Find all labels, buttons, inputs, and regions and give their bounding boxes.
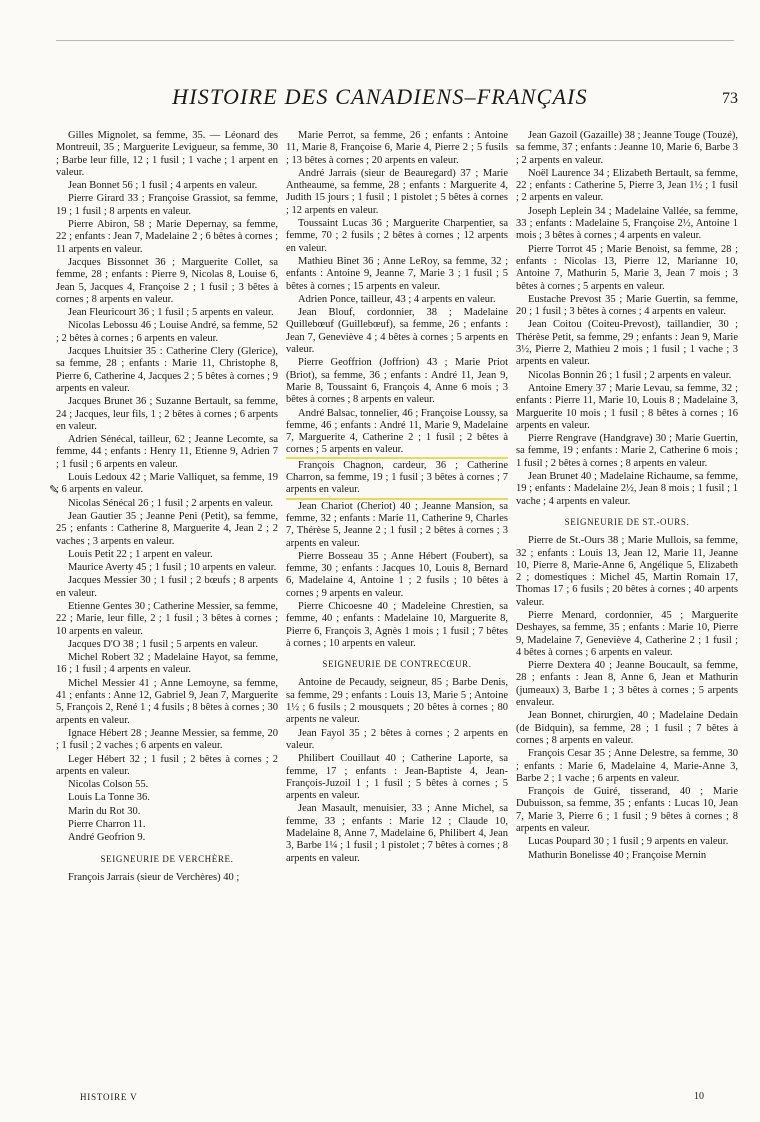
footer-number: 10 [694, 1091, 704, 1102]
page-number: 73 [722, 90, 738, 107]
census-entry: Louis La Tonne 36. [68, 792, 150, 804]
census-entry: François de Guiré, tisserand, 40 ; Marie Dubuisson, sa femme, 35 ; enfants : Lucas 10, Jean 7, Marie 3, Pierre 6 ; 1 fusil ; 9 bêtes à cornes ; 8 arpents en valeur. [516, 786, 738, 835]
census-entry: Louis Ledoux 42 ; Marie Valliquet, sa femme, 19 ; 6 arpents en valeur. [56, 472, 278, 496]
census-entry: Nicolas Bonnin 26 ; 1 fusil ; 2 arpents en valeur. [528, 369, 732, 381]
census-entry: Gilles Mignolet, sa femme, 35. — Léonard des Montreuil, 35 ; Marguerite Levigueur, sa femme, 30 ; Barbe leur fille, 12 ; 1 fusil ; 1 vache ; 1 arpent en valeur. [56, 130, 278, 178]
census-entry: Toussaint Lucas 36 ; Marguerite Charpentier, sa femme, 70 ; 2 fusils ; 2 bêtes à cornes ; 12 arpents en valeur. [286, 218, 508, 254]
census-entry: Adrien Ponce, tailleur, 43 ; 4 arpents en valeur. [298, 293, 496, 305]
census-entry: Jean Brunet 40 ; Madelaine Richaume, sa femme, 19 ; enfants : Madelaine 2½, Jean 8 mois ; 1 fusil ; 1 vache ; 4 arpents en valeur. [516, 471, 738, 507]
section-heading: SEIGNEURIE DE CONTRECŒUR. [322, 659, 472, 670]
census-entry: Jean Blouf, cordonnier, 38 ; Madelaine Quillebœuf (Guillebœuf), sa femme, 26 ; enfants : Jean 7, Geneviève 4 ; 4 bêtes à cornes ; 5 arpents en valeur. [286, 307, 508, 356]
census-entry: Jacques Brunet 36 ; Suzanne Bertault, sa femme, 24 ; Jacques, leur fils, 1 ; 2 bêtes à cornes ; 6 arpents en valeur. [56, 396, 278, 432]
census-entry: Pierre Torrot 45 ; Marie Benoist, sa femme, 28 ; enfants : Nicolas 13, Pierre 12, Marianne 10, Antoine 7, Mathurin 5, Marie 3, Jean 7 mois ; 3 bêtes à cornes ; 5 arpents en valeur. [516, 243, 738, 292]
census-entry: Maurice Averty 45 ; 1 fusil ; 10 arpents en valeur. [68, 562, 277, 574]
census-entry: Ignace Hébert 28 ; Jeanne Messier, sa femme, 20 ; 1 fusil ; 2 vaches ; 6 arpents en valeur. [56, 727, 278, 752]
column-middle [286, 130, 508, 1070]
census-entry: André Balsac, tonnelier, 46 ; Françoise Loussy, sa femme, 46 ; enfants : André 11, Marie 9, Madelaine 7, Marguerite 4, Catherine 2 ; 1 fusil ; 2 bêtes à cornes ; 5 arpents en valeur. [286, 407, 508, 456]
census-entry: Pierre de St.-Ours 38 ; Marie Mullois, sa femme, 32 ; enfants : Louis 13, Jean 12, Marie 11, Jeanne 10, Pierre 8, Marie-Anne 6, Angélique 5, Elizabeth 2 ; domestiques : Michel 45, Martin Romain 17, Thomas 17 ; 6 fusils ; 20 bêtes à cornes ; 40 arpents valeur. [516, 535, 738, 608]
census-entry: Jacques D'O 38 ; 1 fusil ; 5 arpents en valeur. [68, 638, 258, 650]
census-entry: Jacques Lhuitsier 35 : Catherine Clery (Glerice), sa femme, 28 ; enfants : Marie 11, Christophe 8, Pierre 6, Catherine 4, Jacques 2 ; 5 bêtes à cornes ; 9 arpents en valeur. [56, 346, 278, 394]
census-entry: Jean Bonnet, chirurgien, 40 ; Madelaine Dedain (de Bidquin), sa femme, 28 ; 1 fusil ; 7 bêtes à cornes ; 8 arpents en valeur. [516, 710, 738, 746]
census-entry: Antoine Emery 37 ; Marie Levau, sa femme, 32 ; enfants : Pierre 11, Marie 10, Louis 8 ; Madelaine 3, Marguerite 10 mois ; 1 fusil ; 8 bêtes à cornes ; 16 arpents en valeur. [516, 382, 738, 431]
census-entry: Mathieu Binet 36 ; Anne LeRoy, sa femme, 32 ; enfants : Antoine 9, Jeanne 7, Marie 3 ; 1 fusil ; 5 bêtes à cornes ; 15 arpents en valeur. [286, 255, 508, 292]
margin-mark: ✎ [49, 484, 59, 496]
census-entry: André Jarrais (sieur de Beauregard) 37 ; Marie Antheaume, sa femme, 28 ; enfants : Marguerite 4, Judith 15 jours ; 1 fusil ; 1 pistolet ; 5 bêtes à cornes ; 12 arpents en valeur. [286, 167, 508, 216]
census-entry: André Geofrion 9. [68, 832, 146, 844]
census-entry: Eustache Prevost 35 ; Marie Guertin, sa femme, 20 ; 1 fusil ; 3 bêtes à cornes ; 4 arpents en valeur. [516, 293, 738, 318]
census-entry: Etienne Gentes 30 ; Catherine Messier, sa femme, 22 ; Marie, leur fille, 2 ; 1 fusil ; 3 bêtes à cornes ; 10 arpents en valeur. [56, 600, 278, 637]
census-entry: Noël Laurence 34 ; Elizabeth Bertault, sa femme, 22 ; enfants : Catherine 5, Pierre 3, Jean 1½ ; 1 fusil ; 2 arpents en valeur. [516, 167, 738, 204]
text-columns [56, 130, 738, 1070]
census-entry: Adrien Sénécal, tailleur, 62 ; Jeanne Lecomte, sa femme, 44 ; enfants : Henry 11, Etienne 9, Adrien 7 ; 1 fusil ; 6 arpents en valeur. [56, 434, 278, 470]
census-entry: Nicolas Colson 55. [68, 779, 149, 791]
column-left [56, 130, 278, 1070]
top-rule [56, 40, 734, 41]
section-heading: SEIGNEURIE DE ST.-OURS. [564, 516, 690, 527]
census-entry: Pierre Menard, cordonnier, 45 ; Marguerite Deshayes, sa femme, 35 ; enfants : Marie 10, Pierre 9, Madelaine 7, Geneviève 4, Catherine 2 ; 1 fusil ; 4 bêtes à cornes ; 6 arpents en valeur. [516, 609, 738, 658]
census-entry: Jean Gautier 35 ; Jeanne Peni (Petit), sa femme, 25 ; enfants : Catherine 8, Marguerite 4, Jean 2 ; 2 vaches ; 3 arpents en valeur. [56, 510, 278, 547]
census-entry: Jean Coitou (Coiteu-Prevost), taillandier, 30 ; Thérèse Petit, sa femme, 29 ; enfants : Jean 9, Marie 3½, Pierre 2, Mathieu 2 mois ; 1 fusil ; 1 vache ; 3 arpents en valeur. [516, 319, 738, 368]
census-entry: Pierre Girard 33 ; Françoise Grassiot, sa femme, 19 ; 1 fusil ; 8 arpents en valeur. [56, 193, 278, 217]
census-entry: Antoine de Pecaudy, seigneur, 85 ; Barbe Denis, sa femme, 29 ; enfants : Louis 13, Marie 5 ; Antoine 1½ ; 6 fusils ; 2 mousquets ; 20 bêtes à cornes ; 80 arpents ne valeur. [286, 677, 508, 726]
footer-signature: HISTOIRE V [80, 1092, 138, 1102]
section-heading: SEIGNEURIE DE VERCHÈRE. [100, 853, 234, 864]
census-entry: François Cesar 35 ; Anne Delestre, sa femme, 30 ; enfants : Marie 6, Madelaine 4, Marie-Anne 3, Barbe 2 ; 1 vache ; 6 arpents en valeur. [516, 748, 738, 784]
census-entry: Marin du Rot 30. [68, 805, 141, 817]
highlighted-entry: François Chagnon, cardeur, 36 ; Catherine Charron, sa femme, 19 ; 1 fusil ; 3 bêtes à cornes ; 7 arpents en valeur. [286, 459, 508, 496]
census-entry: Jean Fleuricourt 36 ; 1 fusil ; 5 arpents en valeur. [68, 307, 274, 319]
census-entry: Michel Messier 41 ; Anne Lemoyne, sa femme, 41 ; enfants : Anne 12, Gabriel 9, Jean 7, Marguerite 5, François 2, René 1 ; 4 fusils ; 8 bêtes à cornes ; 30 arpents en valeur. [56, 677, 278, 726]
census-entry: Nicolas Lebossu 46 ; Louise André, sa femme, 52 ; 2 bêtes à cornes ; 6 arpents en valeur. [56, 320, 278, 344]
census-entry: Pierre Geoffrion (Joffrion) 43 ; Marie Priot (Briot), sa femme, 36 ; enfants : André 11, Jean 9, Marie 8, Toussaint 6, François 4, Anne 6 mois ; 3 bêtes à cornes ; 8 arpents en valeur. [286, 357, 508, 406]
census-entry: Lucas Poupard 30 ; 1 fusil ; 9 arpents en valeur. [528, 836, 729, 848]
census-entry: Jean Bonnet 56 ; 1 fusil ; 4 arpents en valeur. [68, 180, 258, 192]
census-entry: Jean Masault, menuisier, 33 ; Anne Michel, sa femme, 33 ; enfants : Marie 12 ; Claude 10, Madelaine 8, Anne 7, Madelaine 6, Philibert 4, Jean 3, Barbe 1¼ ; 1 fusil ; 1 pistolet ; 7 bêtes à cornes ; 8 arpents en valeur. [286, 803, 508, 864]
census-entry: Leger Hébert 32 ; 1 fusil ; 2 bêtes à cornes ; 2 arpents en valeur. [56, 753, 278, 777]
census-entry: Pierre Abiron, 58 ; Marie Depernay, sa femme, 22 ; enfants : Jean 7, Madelaine 2 ; 6 bêtes à cornes ; 11 arpents en valeur. [56, 219, 278, 255]
column-right [516, 130, 738, 1070]
census-entry: Jacques Bissonnet 36 ; Marguerite Collet, sa femme, 28 ; enfants : Pierre 9, Nicolas 8, Louise 6, Jean 5, Jacques 4, Françoise 2 ; 1 fusil ; 3 bêtes à cornes ; 8 arpents en valeur. [56, 256, 278, 305]
census-entry: Philibert Couillaut 40 ; Catherine Laporte, sa femme, 17 ; enfants : Jean-Baptiste 4, Jean-François-Juzoil 1 ; 1 fusil ; 5 bêtes à cornes ; 5 arpents en valeur. [286, 753, 508, 802]
census-entry: Pierre Dextera 40 ; Jeanne Boucault, sa femme, 28 ; enfants : Jean 8, Anne 6, Jean et Mathurin (jumeaux) 3, Barbe 1 ; 3 bêtes à cornes ; 5 arpents envaleur. [516, 660, 738, 709]
census-entry: Jean Gazoil (Gazaille) 38 ; Jeanne Touge (Touzé), sa femme, 37 ; enfants : Jeanne 10, Marie 6, Barbe 3 ; 2 arpents en valeur. [516, 130, 738, 166]
census-entry: Pierre Chicoesne 40 ; Madeleine Chrestien, sa femme, 40 ; enfants : Madelaine 10, Marguerite 8, Pierre 6, François 3, Agnès 1 mois ; 1 fusil ; 7 bêtes à cornes ; 10 arpents en valeur. [286, 600, 508, 649]
census-entry: Michel Robert 32 ; Madelaine Hayot, sa femme, 16 ; 1 fusil ; 4 arpents en valeur. [56, 652, 278, 676]
census-entry: Pierre Charron 11. [68, 819, 146, 831]
census-entry: Jean Fayol 35 ; 2 bêtes à cornes ; 2 arpents en valeur. [286, 727, 508, 751]
census-entry: Jean Chariot (Cheriot) 40 ; Jeanne Mansion, sa femme, 32 ; enfants : Marie 11, Catherine 9, Charles 7, Thérèse 5, Jeanne 2 ; 1 fusil ; 2 bêtes à cornes ; 3 arpents en valeur. [286, 500, 508, 549]
census-entry: François Jarrais (sieur de Verchères) 40 ; [68, 871, 240, 883]
census-entry: Jacques Messier 30 ; 1 fusil ; 2 bœufs ; 8 arpents en valeur. [56, 575, 278, 599]
census-entry: Mathurin Bonelisse 40 ; Françoise Mernin [528, 849, 707, 861]
census-entry: Marie Perrot, sa femme, 26 ; enfants : Antoine 11, Marie 8, Françoise 6, Marie 4, Pierre 2 ; 5 fusils ; 13 bêtes à cornes ; 20 arpents en valeur. [286, 130, 508, 166]
census-entry: Louis Petit 22 ; 1 arpent en valeur. [68, 548, 213, 560]
census-entry: Joseph Leplein 34 ; Madelaine Vallée, sa femme, 33 ; enfants : Madelaine 5, Françoise 2½, Antoine 1 mois ; 3 bêtes à cornes ; 4 arpents en valeur. [516, 205, 738, 242]
running-title: HISTOIRE DES CANADIENS–FRANÇAIS [172, 84, 588, 109]
census-entry: Pierre Bosseau 35 ; Anne Hébert (Foubert), sa femme, 30 ; enfants : Jacques 10, Louis 8, Bernard 6, Madelaine 4, Antoine 1 ; 2 fusils ; 10 bêtes à cornes ; 9 arpents en valeur. [286, 550, 508, 599]
census-entry: Nicolas Sénécal 26 ; 1 fusil ; 2 arpents en valeur. [68, 497, 273, 509]
census-entry: Pierre Rengrave (Handgrave) 30 ; Marie Guertin, sa femme, 19 ; enfants : Marie 2, Catherine 6 mois ; 1 fusil ; 2 bêtes à cornes ; 8 arpents en valeur. [516, 433, 738, 469]
